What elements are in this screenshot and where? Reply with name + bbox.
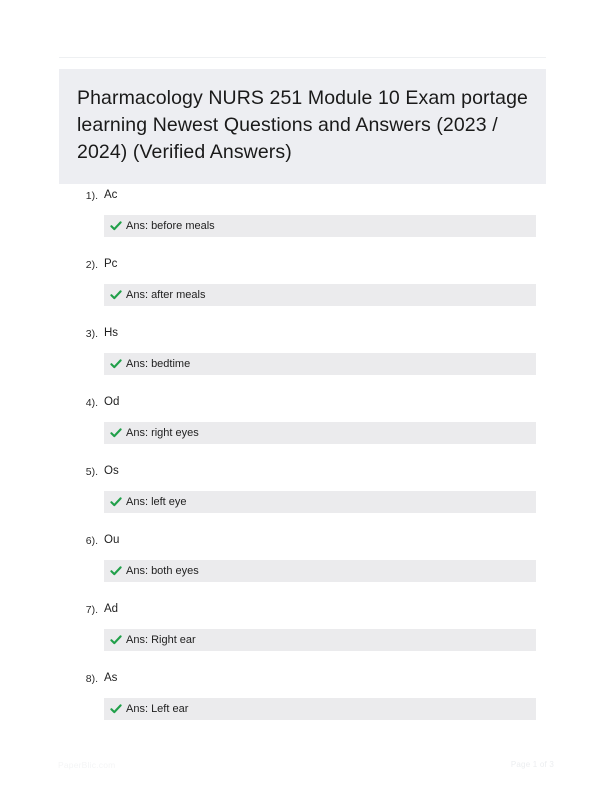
question-answer-list <box>0 186 606 738</box>
question-row <box>0 255 606 277</box>
question-row <box>0 462 606 484</box>
question-number: 5). <box>85 466 98 478</box>
question-row <box>0 669 606 691</box>
answer-text: Ans: both eyes <box>126 565 199 577</box>
document-title-banner <box>59 69 546 184</box>
green-check-icon <box>110 220 122 232</box>
answer-text: Ans: left eye <box>126 496 187 508</box>
question-text: Od <box>104 396 120 408</box>
page-title: Pharmacology NURS 251 Module 10 Exam portage learning Newest Questions and Answers (2023 / 2024) (Verified Answers) <box>77 87 528 163</box>
answer-bar <box>104 491 536 513</box>
answer-text: Ans: Right ear <box>126 634 196 646</box>
question-item <box>0 600 606 669</box>
question-number: 1). <box>85 190 98 202</box>
question-row <box>0 531 606 553</box>
question-text: Os <box>104 465 119 477</box>
green-check-icon <box>110 496 122 508</box>
question-text: As <box>104 672 118 684</box>
answer-text: Ans: bedtime <box>126 358 191 370</box>
page-number: Page 1 of 3 <box>510 760 554 769</box>
question-number: 6). <box>85 535 98 547</box>
question-number: 2). <box>85 259 98 271</box>
page-footer <box>0 754 606 800</box>
question-item <box>0 324 606 393</box>
green-check-icon <box>110 634 122 646</box>
answer-bar <box>104 560 536 582</box>
question-row <box>0 393 606 415</box>
answer-bar <box>104 284 536 306</box>
question-text: Ad <box>104 603 119 615</box>
question-item <box>0 186 606 255</box>
question-item <box>0 531 606 600</box>
answer-bar <box>104 353 536 375</box>
answer-bar <box>104 629 536 651</box>
site-watermark: PaperBlic.com <box>58 760 116 770</box>
answer-text: Ans: right eyes <box>126 427 199 439</box>
green-check-icon <box>110 289 122 301</box>
answer-bar <box>104 422 536 444</box>
question-item <box>0 393 606 462</box>
green-check-icon <box>110 427 122 439</box>
question-row <box>0 600 606 622</box>
question-item <box>0 255 606 324</box>
question-item <box>0 669 606 738</box>
question-row <box>0 324 606 346</box>
question-text: Ac <box>104 189 118 201</box>
question-text: Ou <box>104 534 120 546</box>
answer-text: Ans: Left ear <box>126 703 189 715</box>
green-check-icon <box>110 565 122 577</box>
question-number: 4). <box>85 397 98 409</box>
question-number: 3). <box>85 328 98 340</box>
answer-text: Ans: after meals <box>126 289 206 301</box>
question-text: Pc <box>104 258 118 270</box>
question-number: 7). <box>85 604 98 616</box>
answer-bar <box>104 698 536 720</box>
question-row <box>0 186 606 208</box>
header-divider <box>59 57 546 58</box>
question-item <box>0 462 606 531</box>
question-text: Hs <box>104 327 119 339</box>
answer-bar <box>104 215 536 237</box>
green-check-icon <box>110 703 122 715</box>
green-check-icon <box>110 358 122 370</box>
answer-text: Ans: before meals <box>126 220 215 232</box>
question-number: 8). <box>85 673 98 685</box>
